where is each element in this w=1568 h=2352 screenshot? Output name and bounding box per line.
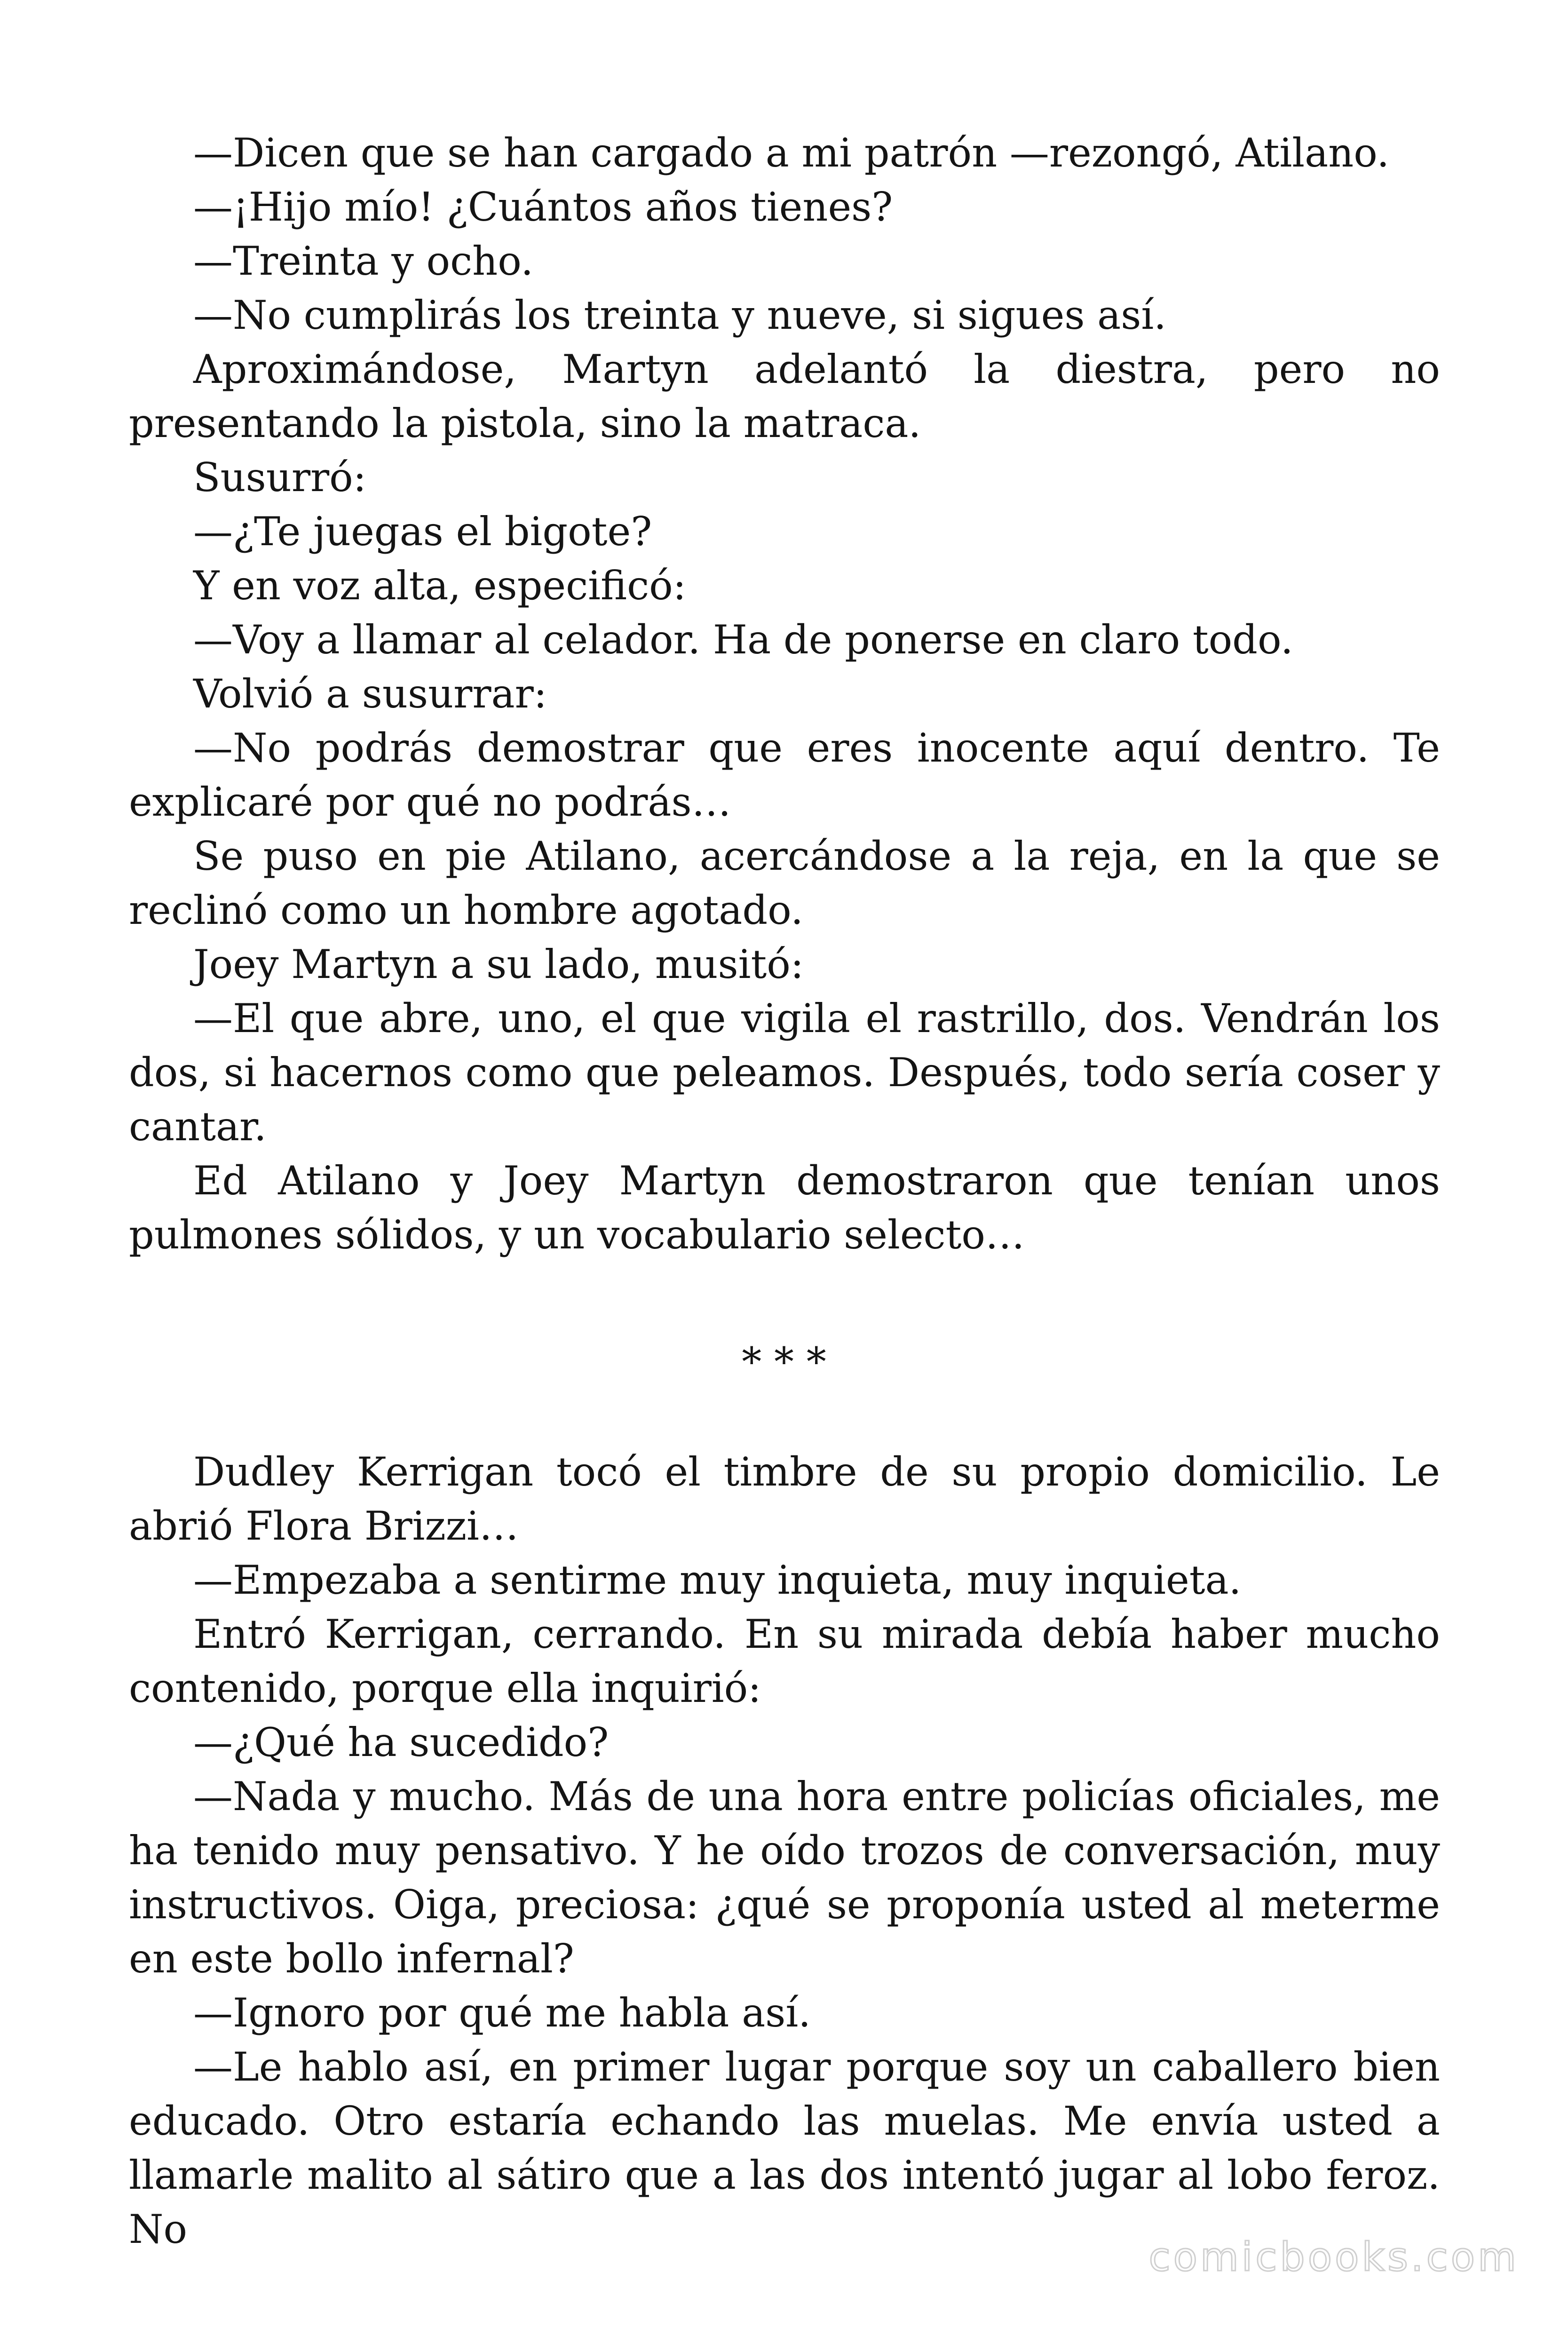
section-one [129, 126, 1440, 1262]
paragraph: Y en voz alta, especificó: [193, 563, 686, 609]
paragraph: Ed Atilano y Joey Martyn demostraron que tenían unos pulmones sólidos, y un vocabulario selecto… [129, 1158, 1440, 1258]
paragraph: —No podrás demostrar que eres inocente aquí dentro. Te explicaré por qué no podrás… [129, 725, 1440, 825]
paragraph: Susurró: [193, 454, 367, 501]
paragraph: Se puso en pie Atilano, acercándose a la reja, en la que se reclinó como un hombre agotado. [129, 833, 1440, 933]
paragraph: —El que abre, uno, el que vigila el rastrillo, dos. Vendrán los dos, si hacernos como que peleamos. Después, todo sería coser y cantar. [129, 995, 1440, 1150]
paragraph: —¿Te juegas el bigote? [193, 509, 652, 555]
paragraph: Volvió a susurrar: [193, 671, 547, 717]
paragraph: Dudley Kerrigan tocó el timbre de su propio domicilio. Le abrió Flora Brizzi… [129, 1449, 1440, 1549]
paragraph: —Ignoro por qué me habla así. [193, 1990, 811, 2036]
paragraph: —Nada y mucho. Más de una hora entre policías oficiales, me ha tenido muy pensativo. Y he oído trozos de conversación, muy instructivos. Oiga, preciosa: ¿qué se proponía usted al meterme en este bollo infernal? [129, 1773, 1440, 1982]
paragraph: —No cumplirás los treinta y nueve, si sigues así. [193, 292, 1166, 338]
paragraph: Entró Kerrigan, cerrando. En su mirada debía haber mucho contenido, porque ella inquirió: [129, 1611, 1440, 1711]
paragraph: —Le hablo así, en primer lugar porque soy un caballero bien educado. Otro estaría echando las muelas. Me envía usted a llamarle malito al sátiro que a las dos intentó jugar al lobo feroz. No [129, 2044, 1440, 2252]
paragraph: —Dicen que se han cargado a mi patrón —rezongó, Atilano. [193, 130, 1390, 176]
paragraph: —Empezaba a sentirme muy inquieta, muy inquieta. [193, 1557, 1242, 1603]
paragraph: —Treinta y ocho. [193, 238, 534, 284]
watermark: comicbooks.com [1148, 2234, 1519, 2280]
paragraph: —¡Hijo mío! ¿Cuántos años tienes? [193, 184, 893, 230]
section-two [129, 1445, 1440, 2257]
section-separator: * * * [742, 1339, 826, 1385]
paragraph: —Voy a llamar al celador. Ha de ponerse en claro todo. [193, 617, 1293, 663]
paragraph: —¿Qué ha sucedido? [193, 1719, 609, 1765]
paragraph: Joey Martyn a su lado, musitó: [193, 941, 804, 987]
paragraph: Aproximándose, Martyn adelantó la diestra, pero no presentando la pistola, sino la matraca. [129, 346, 1440, 446]
